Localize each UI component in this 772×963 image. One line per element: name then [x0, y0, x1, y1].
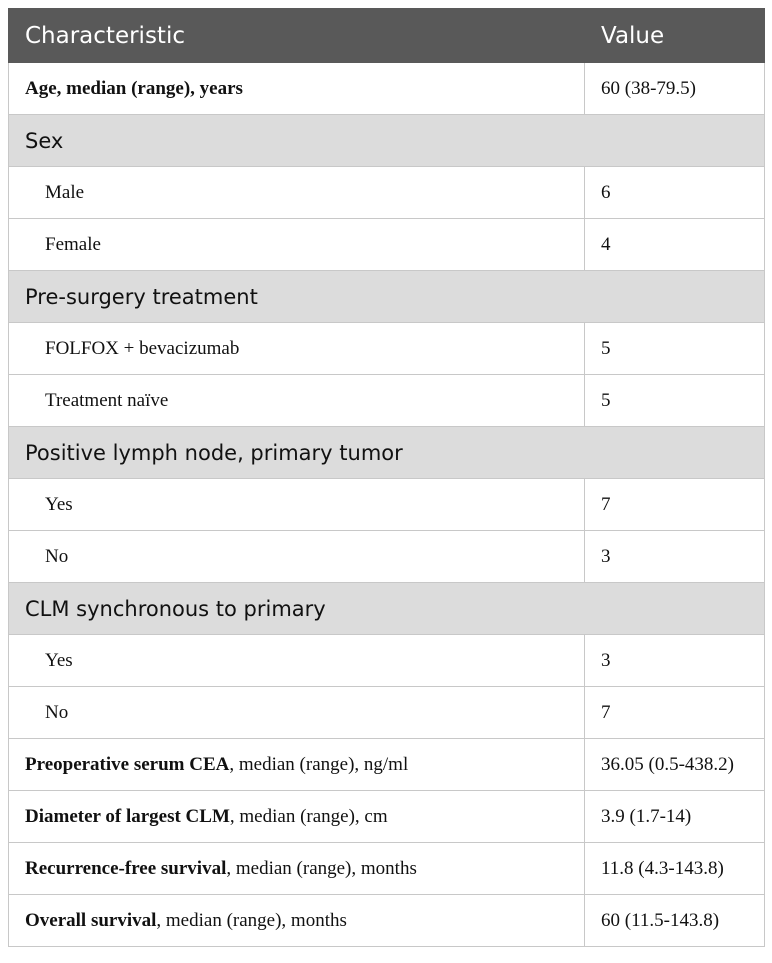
- header-characteristic: Characteristic: [9, 9, 585, 63]
- table-row: [9, 531, 765, 583]
- row-label: Treatment naïve: [9, 375, 585, 427]
- row-label-rest: , median (range), months: [226, 857, 417, 879]
- table-row: [9, 219, 765, 271]
- table-row: [9, 791, 765, 843]
- characteristics-table: [8, 8, 765, 947]
- row-label-bold: Age, median (range), years: [25, 77, 243, 99]
- group-row: [9, 583, 765, 635]
- row-label-rest: , median (range), months: [156, 909, 347, 931]
- table-row: [9, 479, 765, 531]
- group-row: [9, 427, 765, 479]
- row-value: 60 (11.5-143.8): [585, 895, 765, 947]
- row-value: 3: [585, 635, 765, 687]
- table-row: [9, 635, 765, 687]
- group-row: [9, 115, 765, 167]
- header-row: [9, 9, 765, 63]
- header-value: Value: [585, 9, 765, 63]
- group-label: CLM synchronous to primary: [9, 583, 765, 635]
- row-value: 5: [585, 323, 765, 375]
- row-label: [9, 895, 585, 947]
- row-value: 7: [585, 687, 765, 739]
- row-label: No: [9, 687, 585, 739]
- row-value: 36.05 (0.5-438.2): [585, 739, 765, 791]
- row-label: No: [9, 531, 585, 583]
- group-label: Sex: [9, 115, 765, 167]
- group-row: [9, 271, 765, 323]
- row-label-bold: Recurrence-free survival: [25, 857, 227, 879]
- row-value: 4: [585, 219, 765, 271]
- row-value: 5: [585, 375, 765, 427]
- row-label: FOLFOX + bevacizumab: [9, 323, 585, 375]
- table-row: [9, 843, 765, 895]
- row-value: 6: [585, 167, 765, 219]
- table-row: [9, 895, 765, 947]
- row-label: [9, 63, 585, 115]
- row-value: 3: [585, 531, 765, 583]
- table-row: [9, 739, 765, 791]
- row-label: Yes: [9, 479, 585, 531]
- table-row: [9, 687, 765, 739]
- row-value: 11.8 (4.3-143.8): [585, 843, 765, 895]
- row-label-bold: Preoperative serum CEA: [25, 753, 230, 775]
- table-row: [9, 375, 765, 427]
- table-row: [9, 63, 765, 115]
- row-label: [9, 843, 585, 895]
- row-label: Yes: [9, 635, 585, 687]
- group-label: Pre-surgery treatment: [9, 271, 765, 323]
- group-label: Positive lymph node, primary tumor: [9, 427, 765, 479]
- row-label: [9, 791, 585, 843]
- row-label-rest: , median (range), ng/ml: [229, 753, 409, 775]
- row-value: 3.9 (1.7-14): [585, 791, 765, 843]
- table-row: [9, 323, 765, 375]
- row-label-rest: , median (range), cm: [229, 805, 388, 827]
- row-label-bold: Diameter of largest CLM: [25, 805, 230, 827]
- row-label: [9, 739, 585, 791]
- row-value: 60 (38-79.5): [585, 63, 765, 115]
- table-row: [9, 167, 765, 219]
- row-value: 7: [585, 479, 765, 531]
- row-label: Male: [9, 167, 585, 219]
- row-label: Female: [9, 219, 585, 271]
- row-label-bold: Overall survival: [25, 909, 157, 931]
